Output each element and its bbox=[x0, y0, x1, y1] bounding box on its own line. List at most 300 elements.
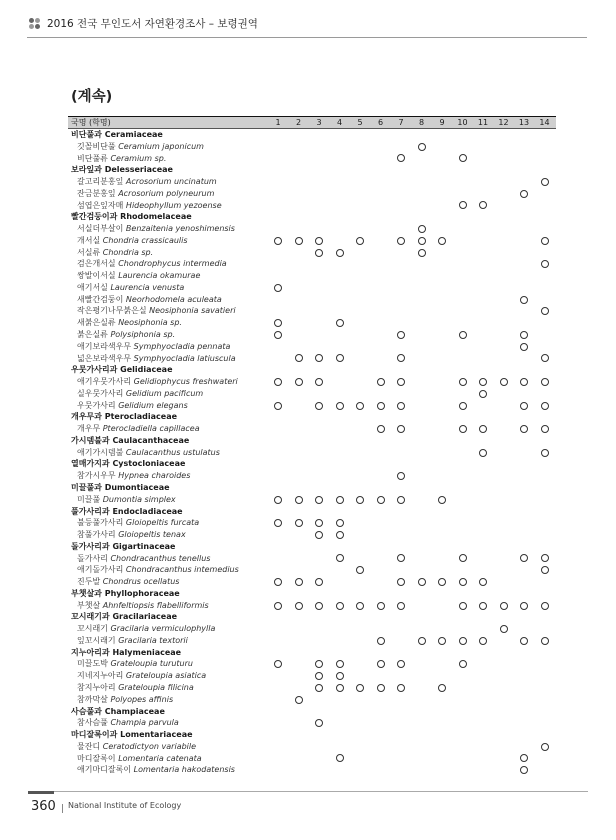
species-name bbox=[77, 400, 188, 412]
presence-mark-site-10 bbox=[459, 378, 467, 386]
scientific-name: Gloiopeltis furcata bbox=[125, 518, 200, 528]
presence-mark-site-4 bbox=[336, 402, 344, 410]
species-row bbox=[68, 270, 556, 282]
species-row bbox=[68, 176, 556, 188]
korean-name: 섬엽은잎자매 bbox=[77, 200, 124, 210]
column-header-site-13: 13 bbox=[518, 118, 530, 127]
scientific-name: Gigartinaceae bbox=[112, 541, 176, 551]
presence-mark-site-7 bbox=[397, 472, 405, 480]
species-name bbox=[77, 635, 188, 647]
korean-name: 지네지누아리 bbox=[77, 671, 124, 681]
presence-mark-site-3 bbox=[315, 578, 323, 586]
column-header-site-14: 14 bbox=[539, 118, 550, 127]
species-row bbox=[68, 600, 556, 612]
korean-name: 넓은보라색우무 bbox=[77, 353, 132, 363]
species-row bbox=[68, 670, 556, 682]
presence-mark-site-11 bbox=[479, 390, 487, 398]
presence-mark-site-2 bbox=[295, 519, 303, 527]
presence-mark-site-14 bbox=[541, 602, 549, 610]
scientific-name: Champia parvula bbox=[110, 718, 179, 728]
presence-mark-site-3 bbox=[315, 719, 323, 727]
species-row bbox=[68, 247, 556, 259]
korean-name: 꼬시래기과 bbox=[71, 612, 110, 622]
scientific-name: Gelidium elegans bbox=[118, 400, 188, 410]
presence-mark-site-13 bbox=[520, 554, 528, 562]
scientific-name: Hideophyllum yezoense bbox=[125, 200, 222, 210]
presence-mark-site-14 bbox=[541, 237, 549, 245]
family-name bbox=[71, 411, 177, 423]
species-row bbox=[68, 200, 556, 212]
presence-mark-site-6 bbox=[377, 402, 385, 410]
korean-name: 진두발 bbox=[77, 577, 101, 587]
species-row bbox=[68, 694, 556, 706]
presence-mark-site-13 bbox=[520, 402, 528, 410]
scientific-name: Gelidiaceae bbox=[120, 365, 173, 375]
presence-mark-site-7 bbox=[397, 331, 405, 339]
species-row bbox=[68, 658, 556, 670]
species-name bbox=[77, 282, 184, 294]
presence-mark-site-14 bbox=[541, 402, 549, 410]
family-name bbox=[71, 435, 189, 447]
scientific-name: Endocladiaceae bbox=[112, 506, 183, 516]
scientific-name: Rhodomelaceae bbox=[120, 212, 192, 222]
species-name bbox=[77, 517, 199, 529]
species-name bbox=[77, 258, 227, 270]
species-name bbox=[77, 447, 220, 459]
korean-name: 부챗살과 bbox=[71, 588, 102, 598]
presence-mark-site-14 bbox=[541, 743, 549, 751]
presence-mark-site-14 bbox=[541, 378, 549, 386]
scientific-name: Polyopes affinis bbox=[110, 694, 174, 704]
scientific-name: Acrosorium uncinatum bbox=[125, 177, 217, 187]
presence-mark-site-13 bbox=[520, 190, 528, 198]
scientific-name: Pterocladiella capillacea bbox=[102, 424, 200, 434]
presence-mark-site-5 bbox=[356, 402, 364, 410]
species-name bbox=[77, 682, 194, 694]
presence-mark-site-5 bbox=[356, 237, 364, 245]
column-header-site-12: 12 bbox=[498, 118, 509, 127]
scientific-name: Caulacanthaceae bbox=[112, 435, 190, 445]
family-row bbox=[68, 706, 556, 718]
scientific-name: Caulacanthus ustulatus bbox=[125, 447, 220, 457]
korean-name: 빨간검둥이과 bbox=[71, 212, 118, 222]
species-name bbox=[77, 305, 236, 317]
presence-mark-site-2 bbox=[295, 496, 303, 504]
species-row bbox=[68, 294, 556, 306]
korean-name: 작은평기나무붉은실 bbox=[77, 306, 147, 316]
species-row bbox=[68, 388, 556, 400]
korean-name: 애기가시뎀불 bbox=[77, 447, 124, 457]
scientific-name: Dumontia simplex bbox=[102, 494, 176, 504]
species-name bbox=[77, 270, 200, 282]
presence-mark-site-13 bbox=[520, 425, 528, 433]
presence-mark-site-14 bbox=[541, 307, 549, 315]
species-row bbox=[68, 470, 556, 482]
presence-mark-site-7 bbox=[397, 354, 405, 362]
korean-name: 참풀가사리 bbox=[77, 530, 116, 540]
korean-name: 비단풀과 bbox=[71, 130, 102, 139]
presence-mark-site-1 bbox=[274, 319, 282, 327]
family-row bbox=[68, 647, 556, 659]
korean-name: 개우무과 bbox=[71, 412, 102, 422]
korean-name: 깃꼴비단풀 bbox=[77, 141, 116, 151]
presence-mark-site-4 bbox=[336, 531, 344, 539]
scientific-name: Dumontiaceae bbox=[104, 482, 170, 492]
species-name bbox=[77, 694, 173, 706]
family-row bbox=[68, 129, 556, 141]
footer-divider bbox=[28, 791, 588, 792]
species-name bbox=[77, 153, 166, 165]
presence-mark-site-4 bbox=[336, 319, 344, 327]
family-row bbox=[68, 211, 556, 223]
korean-name: 붉은실류 bbox=[77, 330, 108, 340]
species-name bbox=[77, 388, 203, 400]
scientific-name: Acrosorium polyneurum bbox=[118, 188, 215, 198]
korean-name: 미끌풀과 bbox=[71, 482, 102, 492]
presence-mark-site-3 bbox=[315, 237, 323, 245]
species-name bbox=[77, 470, 190, 482]
species-row bbox=[68, 329, 556, 341]
species-row bbox=[68, 741, 556, 753]
scientific-name: Chondria sp. bbox=[102, 247, 154, 257]
scientific-name: Polysiphonia sp. bbox=[110, 330, 176, 340]
scientific-name: Chondracanthus intemedius bbox=[125, 565, 239, 575]
column-header-name: 국명 (학명) bbox=[71, 118, 111, 127]
korean-name: 갈고리분홍잎 bbox=[77, 177, 124, 187]
presence-mark-site-1 bbox=[274, 496, 282, 504]
species-name bbox=[77, 376, 238, 388]
presence-mark-site-14 bbox=[541, 178, 549, 186]
scientific-name: Chondrus ocellatus bbox=[102, 577, 180, 587]
continued-label: (계속) bbox=[71, 89, 113, 105]
presence-mark-site-12 bbox=[500, 625, 508, 633]
presence-mark-site-2 bbox=[295, 378, 303, 386]
presence-mark-site-4 bbox=[336, 249, 344, 257]
species-row bbox=[68, 635, 556, 647]
scientific-name: Ceramium sp. bbox=[110, 153, 167, 163]
scientific-name: Laurencia okamurae bbox=[118, 271, 201, 281]
presence-mark-site-2 bbox=[295, 354, 303, 362]
presence-mark-site-14 bbox=[541, 425, 549, 433]
presence-mark-site-6 bbox=[377, 684, 385, 692]
footer-accent-bar bbox=[28, 791, 54, 794]
column-header-site-9: 9 bbox=[439, 118, 445, 127]
korean-name: 참가시우무 bbox=[77, 471, 116, 481]
korean-name: 사슴풀과 bbox=[71, 706, 102, 716]
scientific-name: Champiaceae bbox=[104, 706, 165, 716]
presence-mark-site-10 bbox=[459, 331, 467, 339]
species-name bbox=[77, 176, 217, 188]
family-row bbox=[68, 588, 556, 600]
species-name bbox=[77, 235, 188, 247]
presence-mark-site-3 bbox=[315, 684, 323, 692]
presence-mark-site-1 bbox=[274, 519, 282, 527]
presence-mark-site-1 bbox=[274, 331, 282, 339]
scientific-name: Ceratodictyon variabile bbox=[102, 741, 197, 751]
presence-mark-site-9 bbox=[438, 237, 446, 245]
presence-mark-site-10 bbox=[459, 660, 467, 668]
presence-mark-site-11 bbox=[479, 637, 487, 645]
korean-name: 참사슴풀 bbox=[77, 718, 108, 728]
presence-mark-site-13 bbox=[520, 754, 528, 762]
family-row bbox=[68, 364, 556, 376]
species-name bbox=[77, 717, 179, 729]
footer-separator bbox=[62, 804, 63, 813]
presence-mark-site-1 bbox=[274, 602, 282, 610]
species-name bbox=[77, 658, 193, 670]
column-header-site-5: 5 bbox=[357, 118, 363, 127]
species-row bbox=[68, 376, 556, 388]
family-row bbox=[68, 435, 556, 447]
scientific-name: Ahnfeltiopsis flabelliformis bbox=[102, 600, 209, 610]
presence-mark-site-3 bbox=[315, 249, 323, 257]
scientific-name: Neosiphonia sp. bbox=[118, 318, 182, 328]
korean-name: 불등풀가사리 bbox=[77, 518, 124, 528]
header-logo-icon bbox=[29, 18, 41, 30]
species-name bbox=[77, 494, 176, 506]
presence-mark-site-13 bbox=[520, 637, 528, 645]
presence-mark-site-13 bbox=[520, 766, 528, 774]
presence-mark-site-6 bbox=[377, 496, 385, 504]
species-name bbox=[77, 564, 239, 576]
presence-mark-site-8 bbox=[418, 237, 426, 245]
page-number: 360 bbox=[31, 799, 56, 814]
korean-name: 열매가지과 bbox=[71, 459, 110, 469]
species-row bbox=[68, 141, 556, 153]
korean-name: 개우무 bbox=[77, 424, 101, 434]
family-row bbox=[68, 506, 556, 518]
korean-name: 실우뭇가사리 bbox=[77, 388, 124, 398]
korean-name: 잎꼬시래기 bbox=[77, 635, 116, 645]
scientific-name: Hypnea charoides bbox=[118, 471, 191, 481]
presence-mark-site-13 bbox=[520, 296, 528, 304]
species-row bbox=[68, 317, 556, 329]
presence-mark-site-11 bbox=[479, 602, 487, 610]
family-name bbox=[71, 164, 173, 176]
scientific-name: Gracilaria vermiculophylla bbox=[110, 624, 216, 634]
species-row bbox=[68, 188, 556, 200]
presence-mark-site-4 bbox=[336, 754, 344, 762]
korean-name: 잔금분홍잎 bbox=[77, 188, 116, 198]
presence-mark-site-13 bbox=[520, 602, 528, 610]
korean-name: 가시뎀불과 bbox=[71, 435, 110, 445]
scientific-name: Grateloupia asiatica bbox=[125, 671, 207, 681]
scientific-name: Neorhodomela aculeata bbox=[125, 294, 222, 304]
presence-mark-site-8 bbox=[418, 578, 426, 586]
presence-mark-site-1 bbox=[274, 284, 282, 292]
column-header-site-10: 10 bbox=[457, 118, 468, 127]
korean-name: 쌍발이서실 bbox=[77, 271, 116, 281]
scientific-name: Grateloupia turuturu bbox=[110, 659, 193, 669]
species-row bbox=[68, 235, 556, 247]
presence-mark-site-11 bbox=[479, 201, 487, 209]
species-row bbox=[68, 258, 556, 270]
presence-mark-site-1 bbox=[274, 578, 282, 586]
presence-mark-site-12 bbox=[500, 378, 508, 386]
presence-mark-site-5 bbox=[356, 684, 364, 692]
presence-mark-site-4 bbox=[336, 602, 344, 610]
species-row bbox=[68, 341, 556, 353]
presence-mark-site-8 bbox=[418, 143, 426, 151]
presence-mark-site-8 bbox=[418, 225, 426, 233]
korean-name: 검은개서실 bbox=[77, 259, 116, 269]
species-name bbox=[77, 200, 222, 212]
species-row bbox=[68, 305, 556, 317]
species-row bbox=[68, 717, 556, 729]
presence-mark-site-10 bbox=[459, 578, 467, 586]
presence-mark-site-10 bbox=[459, 637, 467, 645]
presence-mark-site-1 bbox=[274, 402, 282, 410]
species-name bbox=[77, 247, 153, 259]
family-row bbox=[68, 482, 556, 494]
presence-mark-site-9 bbox=[438, 578, 446, 586]
presence-mark-site-4 bbox=[336, 660, 344, 668]
species-row bbox=[68, 447, 556, 459]
korean-name: 지누아리과 bbox=[71, 647, 110, 657]
korean-name: 애기보라색우무 bbox=[77, 341, 132, 351]
presence-mark-site-3 bbox=[315, 496, 323, 504]
presence-mark-site-7 bbox=[397, 684, 405, 692]
species-name bbox=[77, 670, 206, 682]
presence-mark-site-7 bbox=[397, 425, 405, 433]
scientific-name: Lomentaria catenata bbox=[118, 753, 202, 763]
presence-mark-site-5 bbox=[356, 602, 364, 610]
column-header-site-11: 11 bbox=[477, 118, 489, 127]
species-row bbox=[68, 353, 556, 365]
presence-mark-site-10 bbox=[459, 425, 467, 433]
family-row bbox=[68, 541, 556, 553]
korean-name: 우뭇가사리 bbox=[77, 400, 116, 410]
presence-mark-site-14 bbox=[541, 554, 549, 562]
scientific-name: Gelidium pacificum bbox=[125, 388, 204, 398]
species-name bbox=[77, 141, 204, 153]
scientific-name: Chondrophycus intermedia bbox=[118, 259, 227, 269]
korean-name: 애기서실 bbox=[77, 282, 108, 292]
korean-name: 비단풀류 bbox=[77, 153, 108, 163]
presence-mark-site-7 bbox=[397, 402, 405, 410]
header-title: 2016 전국 무인도서 자연환경조사 – 보령권역 bbox=[47, 18, 258, 30]
presence-mark-site-14 bbox=[541, 354, 549, 362]
presence-mark-site-10 bbox=[459, 602, 467, 610]
column-header-site-7: 7 bbox=[398, 118, 404, 127]
species-row bbox=[68, 576, 556, 588]
species-name bbox=[77, 341, 230, 353]
species-name bbox=[77, 329, 175, 341]
presence-mark-site-7 bbox=[397, 154, 405, 162]
presence-mark-site-7 bbox=[397, 602, 405, 610]
family-row bbox=[68, 729, 556, 741]
species-row bbox=[68, 153, 556, 165]
presence-mark-site-14 bbox=[541, 260, 549, 268]
species-name bbox=[77, 741, 196, 753]
scientific-name: Benzaitenia yenoshimensis bbox=[125, 224, 235, 234]
korean-name: 미끌풀 bbox=[77, 494, 101, 504]
presence-mark-site-11 bbox=[479, 449, 487, 457]
species-name bbox=[77, 623, 215, 635]
column-header-site-3: 3 bbox=[316, 118, 322, 127]
korean-name: 참지누아리 bbox=[77, 682, 116, 692]
presence-mark-site-5 bbox=[356, 566, 364, 574]
presence-mark-site-3 bbox=[315, 402, 323, 410]
scientific-name: Neosiphonia savatieri bbox=[149, 306, 236, 316]
presence-mark-site-5 bbox=[356, 496, 364, 504]
species-row bbox=[68, 564, 556, 576]
korean-name: 풀가사리과 bbox=[71, 506, 110, 516]
species-row bbox=[68, 400, 556, 412]
column-header-site-4: 4 bbox=[336, 118, 343, 127]
presence-mark-site-2 bbox=[295, 696, 303, 704]
scientific-name: Delesseriaceae bbox=[104, 165, 173, 175]
scientific-name: Chondria crassicaulis bbox=[102, 235, 188, 245]
presence-mark-site-13 bbox=[520, 343, 528, 351]
species-name bbox=[77, 423, 200, 435]
scientific-name: Grateloupia filicina bbox=[118, 682, 194, 692]
column-header-site-6: 6 bbox=[377, 118, 384, 127]
korean-name: 참까막살 bbox=[77, 694, 108, 704]
presence-mark-site-3 bbox=[315, 602, 323, 610]
presence-mark-site-9 bbox=[438, 496, 446, 504]
scientific-name: Lomentaria hakodatensis bbox=[133, 765, 235, 775]
family-name bbox=[71, 706, 165, 718]
family-row bbox=[68, 164, 556, 176]
scientific-name: Symphyocladia pennata bbox=[133, 341, 231, 351]
scientific-name: Gracilariaceae bbox=[112, 612, 178, 622]
korean-name: 물잔디 bbox=[77, 741, 101, 751]
scientific-name: Lomentariaceae bbox=[120, 730, 193, 740]
scientific-name: Ceramiaceae bbox=[104, 130, 163, 139]
scientific-name: Gelidiophycus freshwateri bbox=[133, 377, 238, 387]
scientific-name: Cystocloniaceae bbox=[112, 459, 186, 469]
presence-mark-site-10 bbox=[459, 201, 467, 209]
presence-mark-site-6 bbox=[377, 378, 385, 386]
presence-mark-site-7 bbox=[397, 660, 405, 668]
presence-mark-site-1 bbox=[274, 660, 282, 668]
family-name bbox=[71, 611, 177, 623]
species-row bbox=[68, 682, 556, 694]
presence-mark-site-7 bbox=[397, 496, 405, 504]
species-row bbox=[68, 553, 556, 565]
species-row bbox=[68, 423, 556, 435]
family-row bbox=[68, 611, 556, 623]
presence-mark-site-13 bbox=[520, 378, 528, 386]
family-name bbox=[71, 129, 163, 141]
presence-mark-site-9 bbox=[438, 684, 446, 692]
species-name bbox=[77, 317, 182, 329]
species-row bbox=[68, 764, 556, 776]
species-name bbox=[77, 753, 202, 765]
species-row bbox=[68, 753, 556, 765]
family-name bbox=[71, 458, 185, 470]
species-name bbox=[77, 764, 235, 776]
korean-name: 미끌도박 bbox=[77, 659, 108, 669]
presence-mark-site-1 bbox=[274, 237, 282, 245]
scientific-name: Ceramium japonicum bbox=[118, 141, 204, 151]
table-header bbox=[68, 116, 556, 129]
scientific-name: Phyllophoraceae bbox=[104, 588, 180, 598]
species-name bbox=[77, 553, 210, 565]
korean-name: 우뭇가사리과 bbox=[71, 365, 118, 375]
presence-mark-site-14 bbox=[541, 449, 549, 457]
scientific-name: Halymeniaceae bbox=[112, 647, 182, 657]
presence-mark-site-7 bbox=[397, 237, 405, 245]
presence-mark-site-4 bbox=[336, 354, 344, 362]
family-row bbox=[68, 411, 556, 423]
presence-mark-site-4 bbox=[336, 672, 344, 680]
presence-mark-site-10 bbox=[459, 154, 467, 162]
presence-mark-site-2 bbox=[295, 602, 303, 610]
family-name bbox=[71, 541, 175, 553]
scientific-name: Gloiopeltis tenax bbox=[118, 530, 186, 540]
